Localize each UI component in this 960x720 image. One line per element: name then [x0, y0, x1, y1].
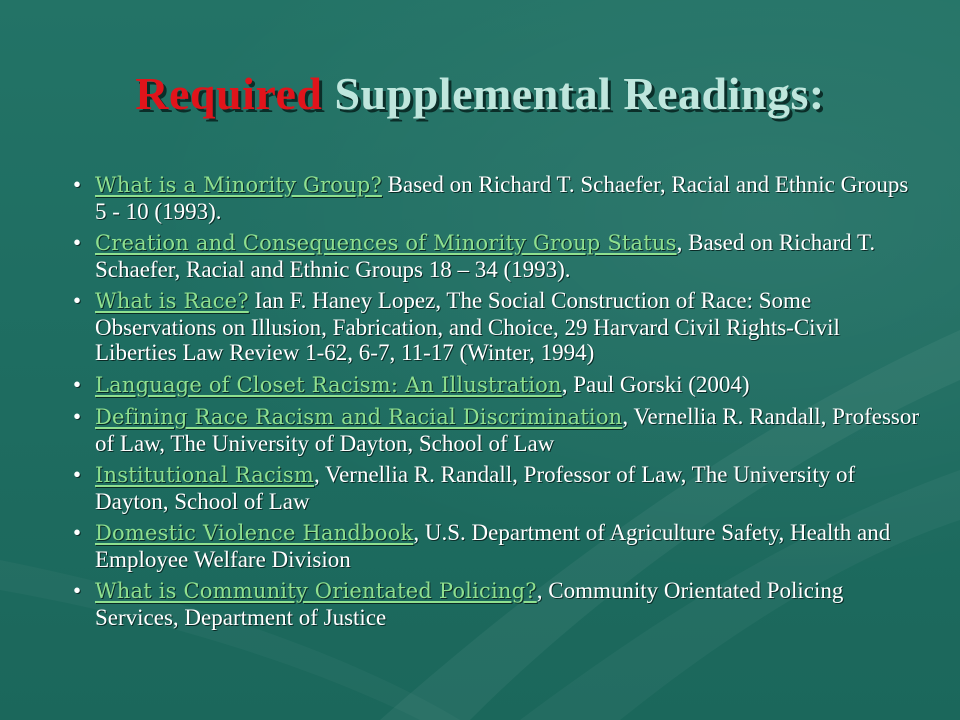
reading-text: , Vernellia R. Randall, Professor of Law, The University of Dayton, School of Law — [95, 404, 919, 456]
reading-text: , Vernellia R. Randall, Professor of Law, The University of Dayton, School of Law — [95, 462, 856, 514]
reading-text: , Based on Richard T. Schaefer, Racial and Ethnic Groups 18 – 34 (1993). — [95, 230, 876, 282]
reading-link[interactable]: Defining Race Racism and Racial Discrimination — [95, 405, 623, 429]
title-required-word: Required — [135, 68, 323, 119]
bullet-icon: • — [73, 230, 82, 255]
reading-text: , U.S. Department of Agriculture Safety, Health and Employee Welfare Division — [95, 520, 891, 572]
reading-item — [70, 578, 920, 630]
reading-item — [70, 404, 920, 456]
reading-item — [70, 462, 920, 514]
reading-text: Based on Richard T. Schaefer, Racial and Ethnic Groups 5 - 10 (1993). — [95, 172, 909, 224]
reading-link[interactable]: What is a Minority Group? — [95, 173, 382, 197]
reading-item — [70, 230, 920, 282]
reading-item — [70, 520, 920, 572]
reading-text: , Paul Gorski (2004) — [561, 371, 750, 397]
reading-item — [70, 288, 920, 366]
title-rest: Supplemental Readings: — [322, 68, 825, 119]
reading-link[interactable]: Domestic Violence Handbook — [95, 521, 414, 545]
reading-link[interactable]: What is Race? — [95, 289, 249, 313]
reading-link[interactable]: Creation and Consequences of Minority Group Status — [95, 231, 677, 255]
readings-list — [70, 172, 920, 636]
bullet-icon: • — [73, 520, 82, 545]
reading-text: , Community Orientated Policing Services, Department of Justice — [95, 578, 844, 630]
bullet-icon: • — [73, 462, 82, 487]
reading-item — [70, 172, 920, 224]
slide-title — [0, 66, 960, 122]
bullet-icon: • — [73, 288, 82, 313]
reading-link[interactable]: What is Community Orientated Policing? — [95, 579, 537, 603]
reading-link[interactable]: Language of Closet Racism: An Illustration — [95, 372, 562, 397]
reading-text: Ian F. Haney Lopez, The Social Construction of Race: Some Observations on Illusion, Fabrication, and Choice, 29 Harvard Civil Rights-Civil Liberties Law Review 1-62, 6-7, 11-17 (Winter, 1994) — [95, 288, 840, 365]
reading-item — [70, 372, 920, 399]
bullet-icon: • — [73, 578, 82, 603]
bullet-icon: • — [73, 404, 82, 429]
bullet-icon: • — [73, 172, 82, 197]
bullet-icon: • — [73, 371, 82, 397]
reading-link[interactable]: Institutional Racism — [95, 463, 314, 487]
